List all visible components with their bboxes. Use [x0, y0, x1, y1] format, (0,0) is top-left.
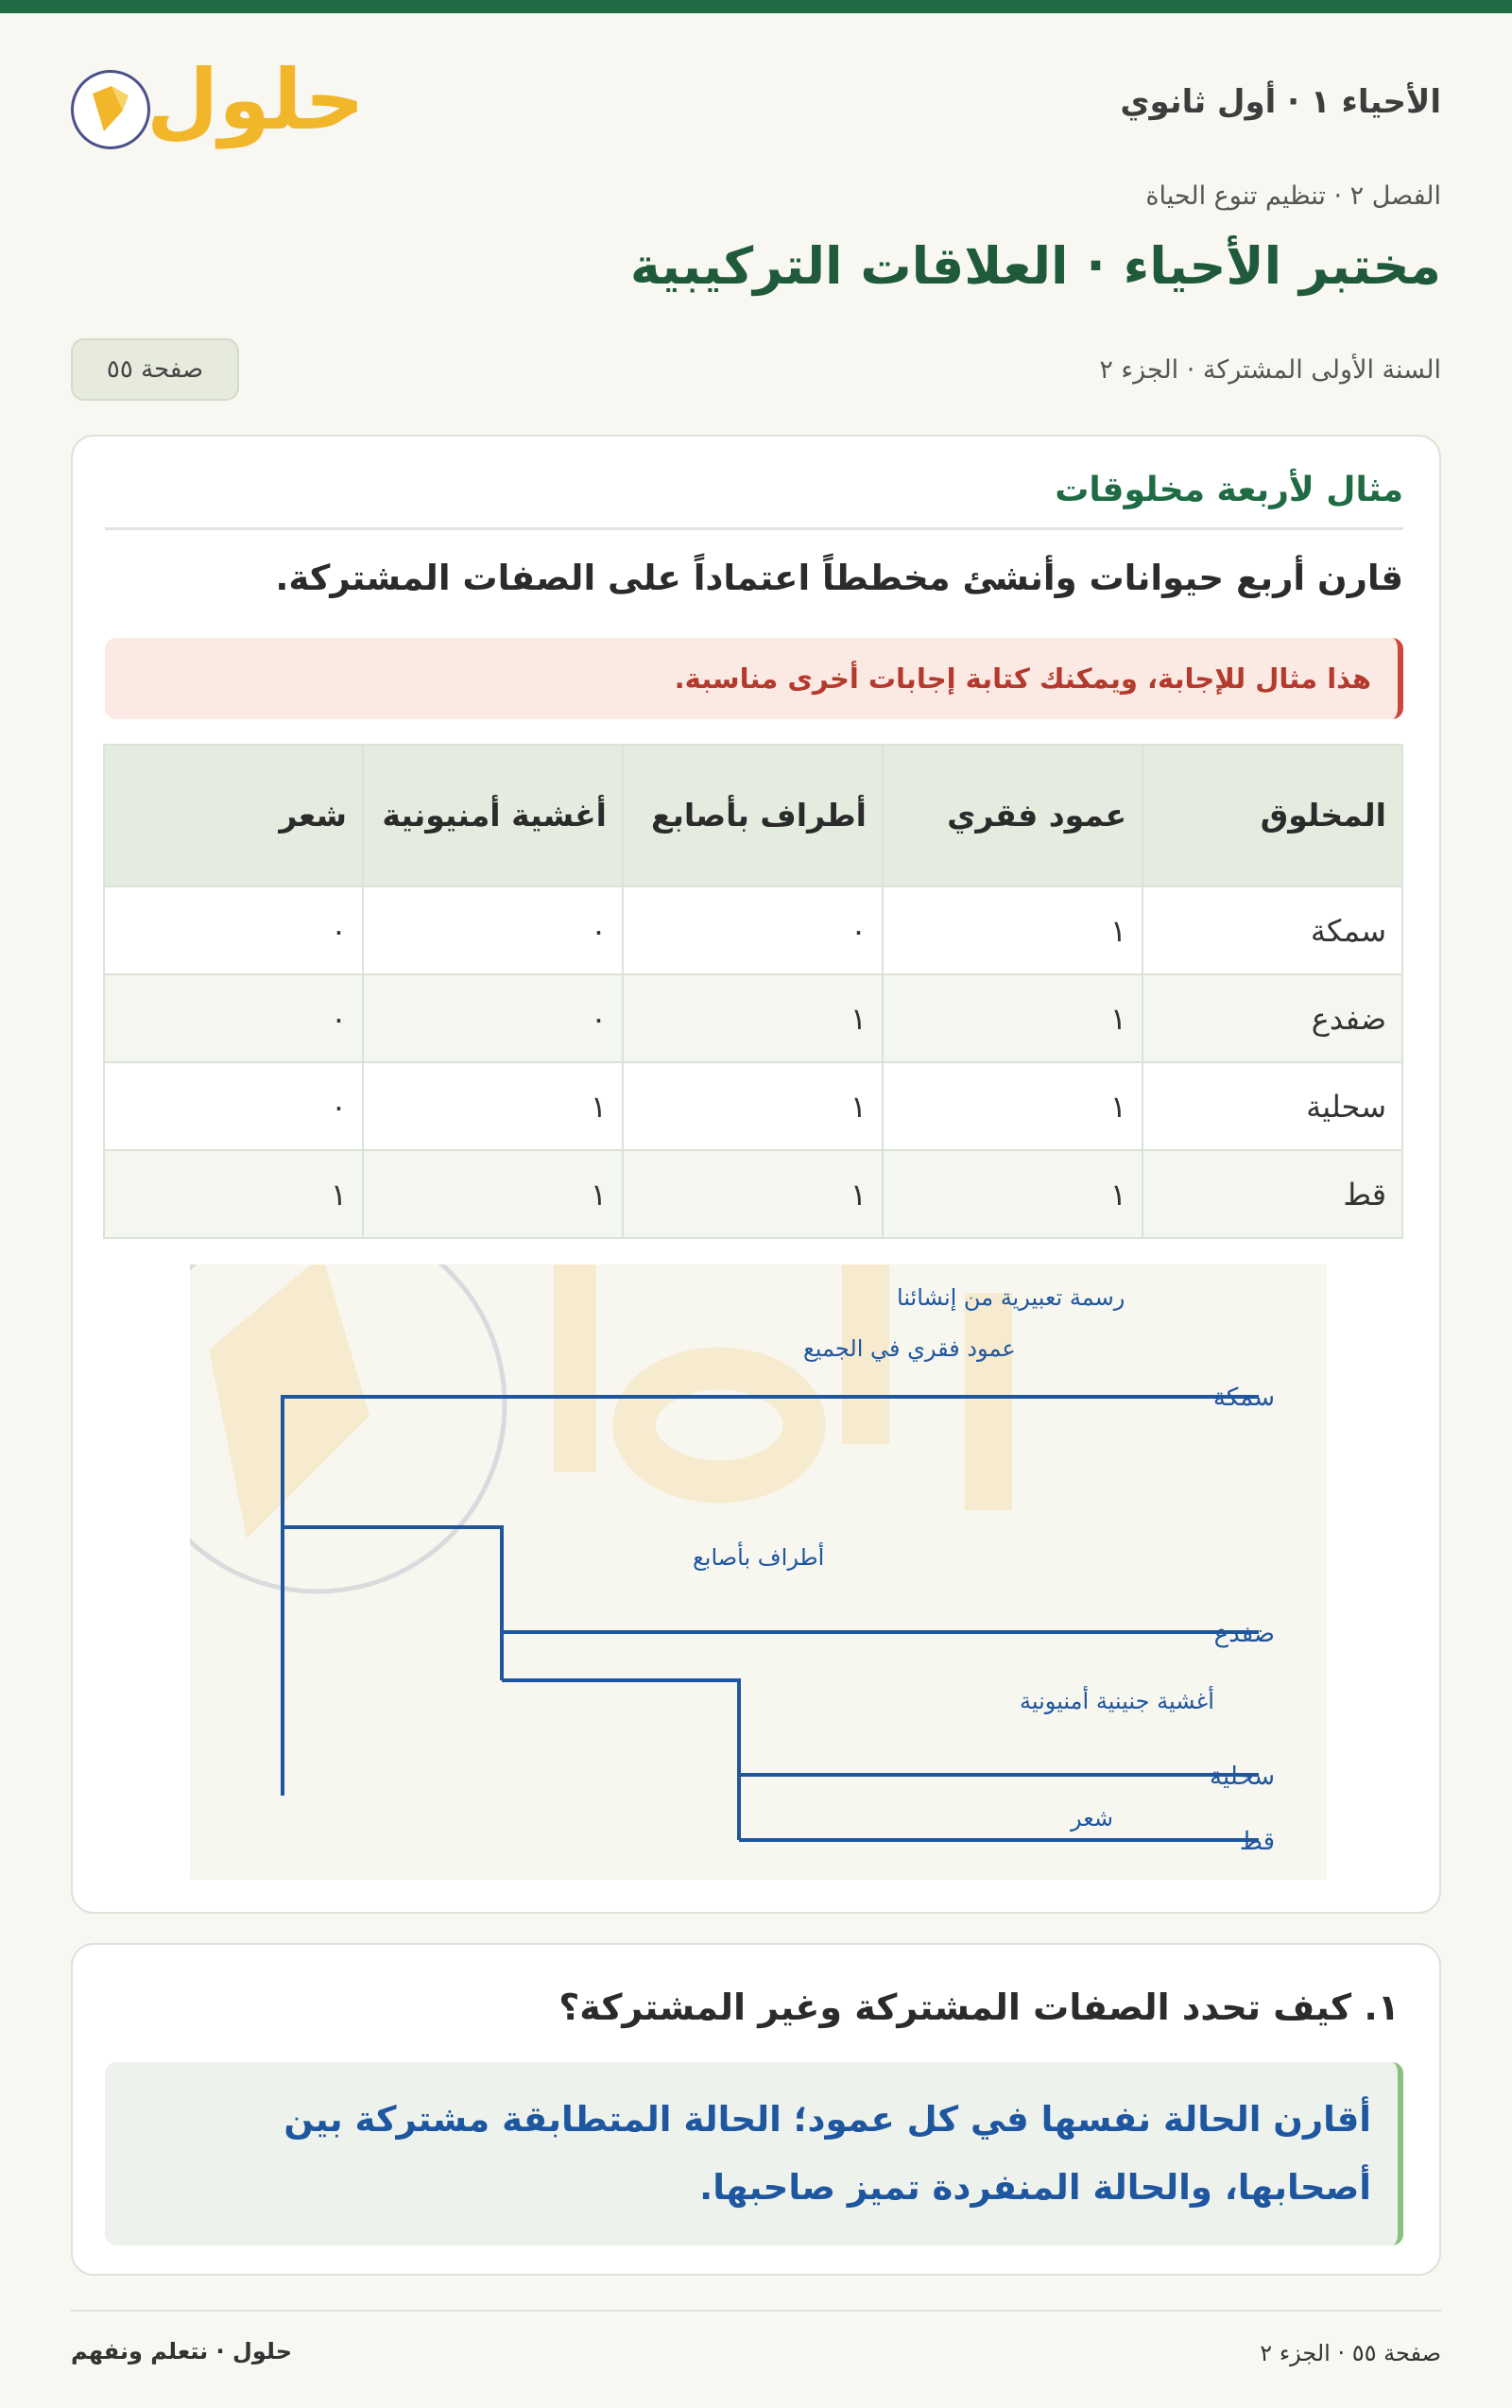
table-cell: قط [1143, 1150, 1402, 1238]
table-row [104, 886, 1402, 974]
trait-label: أغشية جنينية أمنيونية [1020, 1688, 1214, 1714]
table-header-row [104, 745, 1402, 886]
table-cell: ١ [363, 1150, 623, 1238]
table-header-cell: أغشية أمنيونية [363, 745, 623, 886]
answer-note: هذا مثال للإجابة، ويمكنك كتابة إجابات أخرى مناسبة. [105, 638, 1403, 719]
table-cell: ضفدع [1143, 974, 1402, 1062]
table-cell: ٠ [104, 974, 363, 1062]
logo-wordmark: حلول [146, 51, 365, 148]
table-cell: ١ [883, 974, 1143, 1062]
table-cell: ١ [883, 1150, 1143, 1238]
organism-label: سمكة [1212, 1384, 1275, 1412]
footer-brand: حلول · نتعلم ونفهم [71, 2338, 292, 2365]
organism-label: ضفدع [1213, 1620, 1275, 1648]
section-title: مثال لأربعة مخلوقات [1055, 471, 1403, 509]
traits-table [103, 744, 1403, 1239]
table-row [104, 1062, 1402, 1150]
trait-label: شعر [1071, 1805, 1113, 1832]
hulul-logo[interactable] [71, 51, 365, 161]
table-cell: سمكة [1143, 886, 1402, 974]
page-header [71, 51, 1441, 161]
table-cell: ٠ [363, 886, 623, 974]
organism-label: سحلية [1210, 1763, 1275, 1791]
diagram-caption: رسمة تعبيرية من إنشائنا [897, 1284, 1125, 1311]
table-row [104, 1150, 1402, 1238]
table-cell: ١ [883, 1062, 1143, 1150]
table-cell: ٠ [104, 886, 363, 974]
table-header-cell: شعر [104, 745, 363, 886]
cladogram [190, 1264, 1327, 1880]
page-title: مختبر الأحياء · العلاقات التركيبية [629, 236, 1441, 296]
table-cell: ١ [623, 1150, 883, 1238]
footer-divider [71, 2310, 1441, 2312]
table-cell: سحلية [1143, 1062, 1402, 1150]
table-cell: ١ [623, 1062, 883, 1150]
logo-book-icon [71, 70, 150, 149]
page-badge: صفحة ٥٥ [71, 338, 239, 401]
trait-label: عمود فقري في الجميع [803, 1335, 1016, 1362]
answer-box: أقارن الحالة نفسها في كل عمود؛ الحالة المتطابقة مشتركة بين أصحابها، والحالة المنفردة تميز صاحبها. [105, 2062, 1403, 2245]
trait-label: أطراف بأصابع [693, 1544, 825, 1571]
grade-info: السنة الأولى المشتركة · الجزء ٢ [1099, 355, 1441, 385]
table-row [104, 974, 1402, 1062]
table-cell: ٠ [363, 974, 623, 1062]
table-cell: ٠ [623, 886, 883, 974]
task-prompt: قارن أربع حيوانات وأنشئ مخططاً اعتماداً على الصفات المشتركة. [275, 558, 1403, 598]
top-accent-bar [0, 0, 1512, 13]
table-cell: ١ [104, 1150, 363, 1238]
subject-title: الأحياء ١ · أول ثانوي [1120, 83, 1441, 121]
organism-label: قط [1239, 1828, 1275, 1856]
table-cell: ١ [623, 974, 883, 1062]
table-header-cell: أطراف بأصابع [623, 745, 883, 886]
table-header-cell: عمود فقري [883, 745, 1143, 886]
example-card [71, 435, 1441, 1914]
table-header-cell: المخلوق [1143, 745, 1402, 886]
table-cell: ٠ [104, 1062, 363, 1150]
footer-page-info: صفحة ٥٥ · الجزء ٢ [1260, 2340, 1441, 2366]
question-title: ١. كيف تحدد الصفات المشتركة وغير المشتركة؟ [558, 1987, 1400, 2028]
chapter-label: الفصل ٢ · تنظيم تنوع الحياة [1145, 181, 1441, 211]
table-cell: ١ [363, 1062, 623, 1150]
question-card [71, 1943, 1441, 2276]
table-cell: ١ [883, 886, 1143, 974]
cladogram-svg [190, 1264, 1327, 1880]
section-divider [105, 527, 1403, 530]
